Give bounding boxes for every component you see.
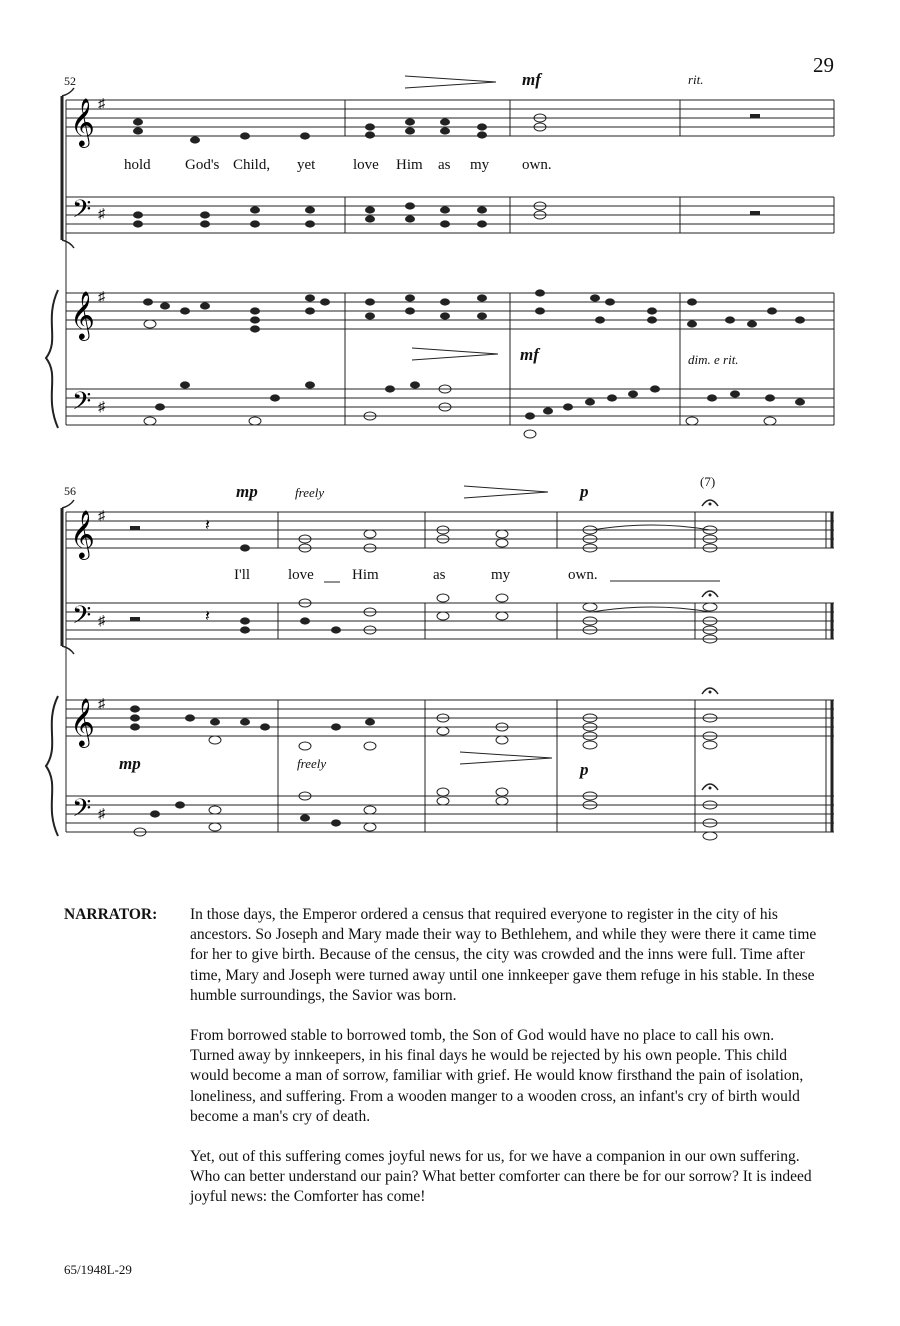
dynamic-p-piano: p xyxy=(580,760,589,779)
staff-bass-voice-2 xyxy=(66,603,834,639)
fermata-count: (7) xyxy=(700,474,716,489)
lyric: as xyxy=(438,157,451,173)
lyric: God's xyxy=(185,157,220,173)
narration-paragraph: In those days, the Emperor ordered a census that required everyone to register in the city of his ancestors. So Joseph and Mary made their way to Bethlehem, and while they were there it came time for her to give birth. Because of the census, the city was crowded and the inns were full. Time after time, Mary and Joseph were turned away until one innkeeper gave them refuge in his stable. In these humble surroundings, the Savior was born. xyxy=(190,906,817,1004)
lyric: own. xyxy=(568,567,598,583)
narration-paragraph: Yet, out of this suffering comes joyful news for us, for we have a companion in our own suffering. Who can better understand our pain? What better comforter can there be for our sorrow? It is indeed joyful news: the Comforter has come! xyxy=(190,1148,812,1206)
dynamic-mp-voice: mp xyxy=(236,482,258,501)
narration-paragraph: From borrowed stable to borrowed tomb, the Son of God would have no place to call his own. Turned away by innkeepers, in his final days he would be rejected by his own people. This child would become a man of sorrow, familiar with grief. He would know firsthand the pain of isolation, loneliness, and suffering. From a wooden manger to a wooden cross, an infant's cry of birth would become a man's cry of death. xyxy=(190,1027,804,1125)
svg-text:♯: ♯ xyxy=(98,509,105,524)
svg-text:𝄢: 𝄢 xyxy=(72,794,92,829)
expression-freely-piano: freely xyxy=(297,756,327,771)
svg-text:𝄞: 𝄞 xyxy=(70,290,95,339)
system-2-staves xyxy=(46,486,834,840)
lyric: my xyxy=(491,567,511,583)
dynamic-mp-piano: mp xyxy=(119,754,141,773)
lyric: my xyxy=(470,157,490,173)
dynamic-mf-voice: mf xyxy=(522,70,541,89)
tempo-rit: rit. xyxy=(688,72,704,87)
dim-e-rit: dim. e rit. xyxy=(688,352,739,367)
expression-freely: freely xyxy=(295,485,325,500)
lyric: Him xyxy=(352,567,379,583)
svg-text:𝄞: 𝄞 xyxy=(70,97,95,146)
lyric: love xyxy=(353,157,379,173)
svg-text:♯: ♯ xyxy=(98,400,105,415)
svg-text:𝄽: 𝄽 xyxy=(205,517,210,534)
lyric: love xyxy=(288,567,314,583)
svg-text:𝄞: 𝄞 xyxy=(70,509,95,558)
lyric: yet xyxy=(297,157,316,173)
staff-treble-voice-1 xyxy=(66,100,834,136)
catalog-code: 65/1948L-29 xyxy=(64,1262,132,1277)
staff-piano-bass-2 xyxy=(66,796,834,832)
lyric: hold xyxy=(124,157,151,173)
staff-piano-bass-1 xyxy=(66,389,834,425)
svg-text:♯: ♯ xyxy=(98,97,105,112)
lyric: as xyxy=(433,567,446,583)
measure-number-52: 52 xyxy=(64,74,76,88)
page-number: 29 xyxy=(813,53,834,77)
lyric: Him xyxy=(396,157,423,173)
measure-number-56: 56 xyxy=(64,484,76,498)
narration-body xyxy=(190,905,820,1228)
lyric: Child, xyxy=(233,157,271,173)
svg-text:𝄽: 𝄽 xyxy=(205,608,210,625)
svg-text:♯: ♯ xyxy=(98,207,105,222)
svg-text:♯: ♯ xyxy=(98,697,105,712)
staff-bass-voice-1 xyxy=(66,197,834,233)
svg-text:♯: ♯ xyxy=(98,290,105,305)
narrator-label: NARRATOR: xyxy=(64,906,158,923)
svg-text:𝄢: 𝄢 xyxy=(72,601,92,636)
system-1-staves xyxy=(46,76,834,438)
dynamic-mf-piano: mf xyxy=(520,345,539,364)
staff-treble-voice-2 xyxy=(66,512,834,548)
staff-piano-treble-2 xyxy=(66,700,834,736)
svg-text:♯: ♯ xyxy=(98,807,105,822)
svg-text:𝄢: 𝄢 xyxy=(72,387,92,422)
svg-text:𝄞: 𝄞 xyxy=(70,697,95,746)
notes-system2 xyxy=(130,526,717,840)
lyric: own. xyxy=(522,157,552,173)
lyric: I'll xyxy=(234,567,251,583)
dynamic-p-voice: p xyxy=(580,482,589,501)
svg-text:♯: ♯ xyxy=(98,614,105,629)
svg-text:𝄢: 𝄢 xyxy=(72,195,92,230)
